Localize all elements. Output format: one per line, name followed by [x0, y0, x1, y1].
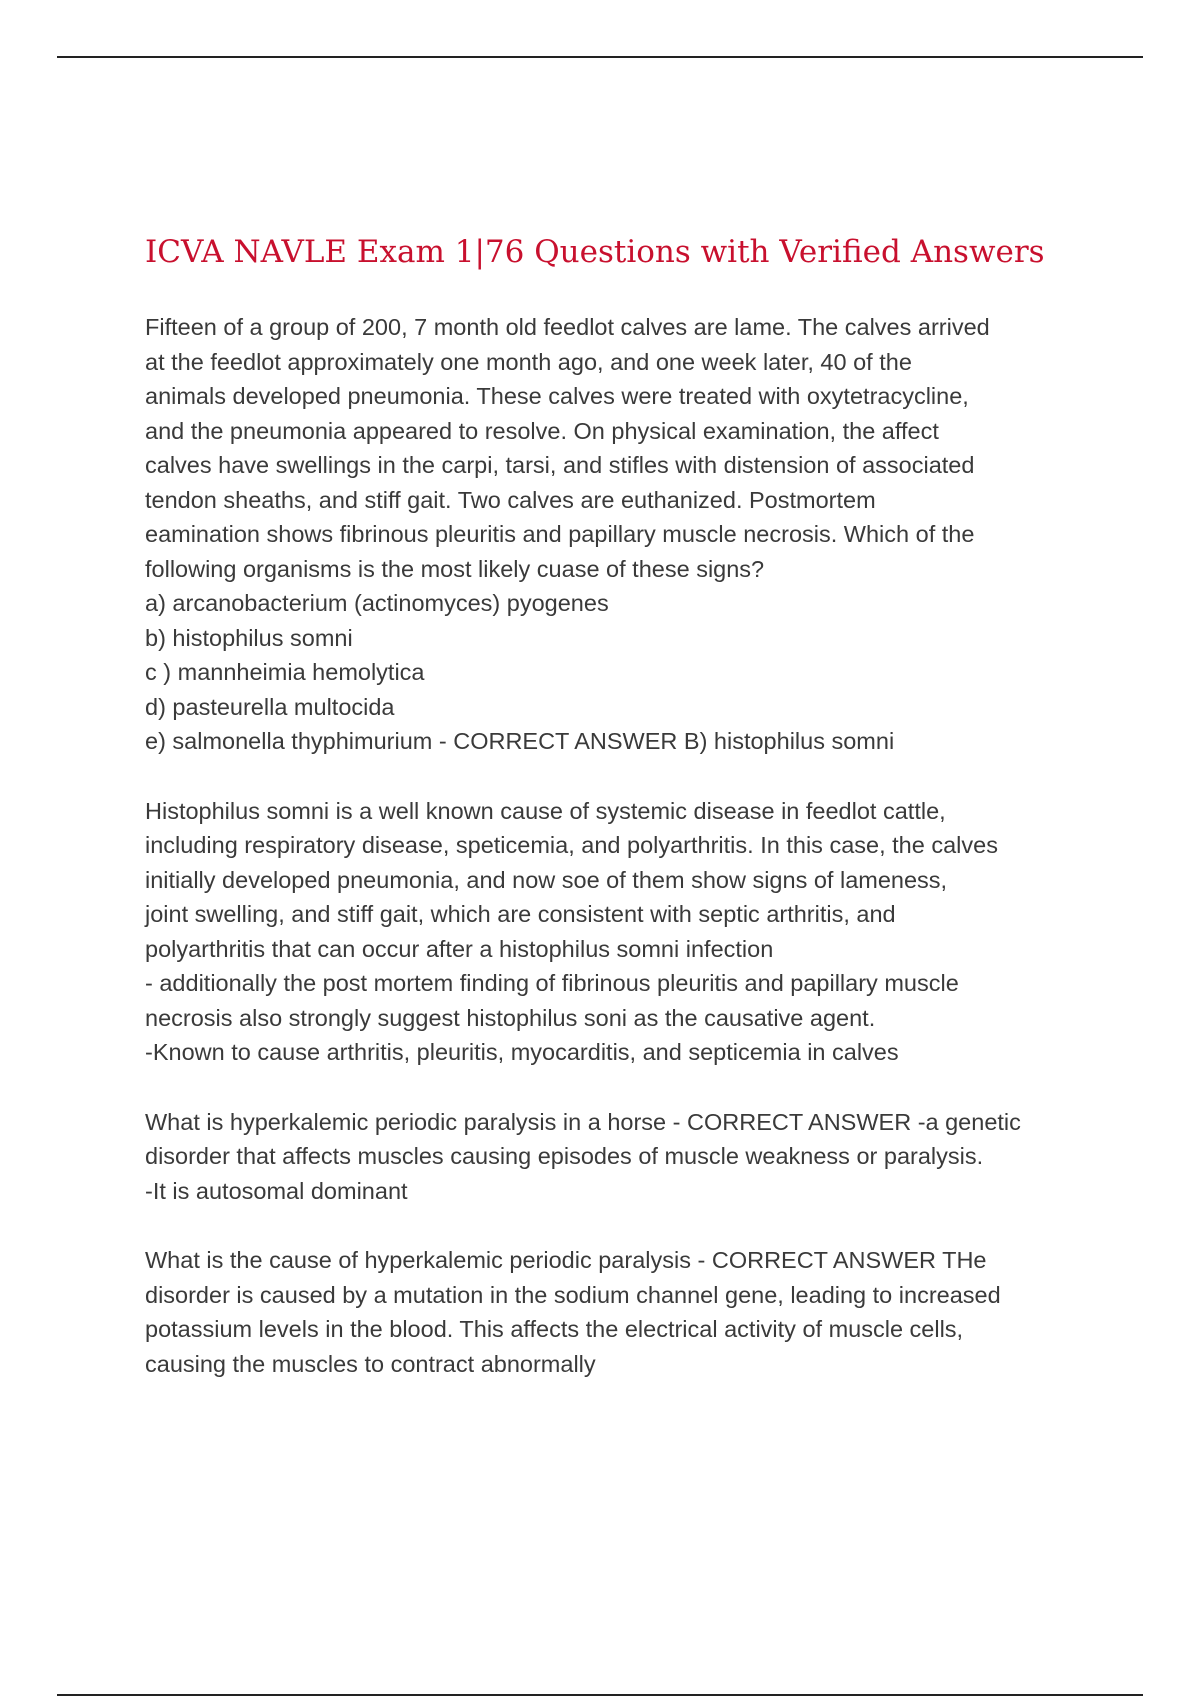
text-line: and the pneumonia appeared to resolve. On physical examination, the affect [145, 417, 939, 444]
text-line: causing the muscles to contract abnormally [145, 1350, 596, 1377]
text-line: Fifteen of a group of 200, 7 month old feedlot calves are lame. The calves arrived [145, 314, 990, 340]
question-block-hypp-definition [145, 1105, 1095, 1209]
text-line: animals developed pneumonia. These calves were treated with oxytetracycline, [145, 383, 969, 409]
text-line: -It is autosomal dominant [145, 1177, 408, 1204]
text-line: -Known to cause arthritis, pleuritis, myocarditis, and septicemia in calves [145, 1039, 899, 1065]
question-block-hypp-cause [145, 1243, 1095, 1381]
text-line: following organisms is the most likely cuase of these signs? [145, 555, 765, 582]
text-line: - additionally the post mortem finding of fibrinous pleuritis and papillary muscle [145, 970, 959, 996]
text-line: disorder that affects muscles causing episodes of muscle weakness or paralysis. [145, 1143, 984, 1169]
text-line: polyarthritis that can occur after a histophilus somni infection [145, 935, 774, 962]
top-rule [57, 56, 1143, 58]
question-block-calves [145, 310, 1095, 759]
text-line: potassium levels in the blood. This affects the electrical activity of muscle cells, [145, 1316, 964, 1342]
text-line: joint swelling, and stiff gait, which are consistent with septic arthritis, and [145, 901, 896, 927]
document-body [145, 228, 1095, 1416]
answer-option-c: c ) mannheimia hemolytica [145, 659, 425, 685]
document-title: ICVA NAVLE Exam 1|76 Questions with Verified Answers [145, 234, 1045, 270]
text-line: What is hyperkalemic periodic paralysis in a horse - CORRECT ANSWER -a genetic [145, 1108, 1021, 1135]
text-line: necrosis also strongly suggest histophilus soni as the causative agent. [145, 1004, 876, 1031]
text-line: at the feedlot approximately one month ago, and one week later, 40 of the [145, 348, 912, 375]
text-line: including respiratory disease, speticemia, and polyarthritis. In this case, the calves [145, 832, 998, 858]
text-line: initially developed pneumonia, and now soe of them show signs of lameness, [145, 866, 948, 893]
explanation-block [145, 794, 1095, 1070]
answer-option-b: b) histophilus somni [145, 624, 353, 651]
text-line: disorder is caused by a mutation in the sodium channel gene, leading to increased [145, 1281, 1001, 1308]
text-line: calves have swellings in the carpi, tarsi, and stifles with distension of associated [145, 452, 975, 478]
answer-option-e: e) salmonella thyphimurium - CORRECT ANSWER B) histophilus somni [145, 728, 895, 754]
answer-option-a: a) arcanobacterium (actinomyces) pyogenes [145, 590, 609, 616]
text-line: What is the cause of hyperkalemic periodic paralysis - CORRECT ANSWER THe [145, 1247, 987, 1273]
text-line: tendon sheaths, and stiff gait. Two calves are euthanized. Postmortem [145, 486, 876, 513]
bottom-rule [57, 1694, 1143, 1696]
text-line: Histophilus somni is a well known cause of systemic disease in feedlot cattle, [145, 797, 946, 824]
answer-option-d: d) pasteurella multocida [145, 693, 395, 720]
text-line: eamination shows fibrinous pleuritis and papillary muscle necrosis. Which of the [145, 521, 975, 547]
